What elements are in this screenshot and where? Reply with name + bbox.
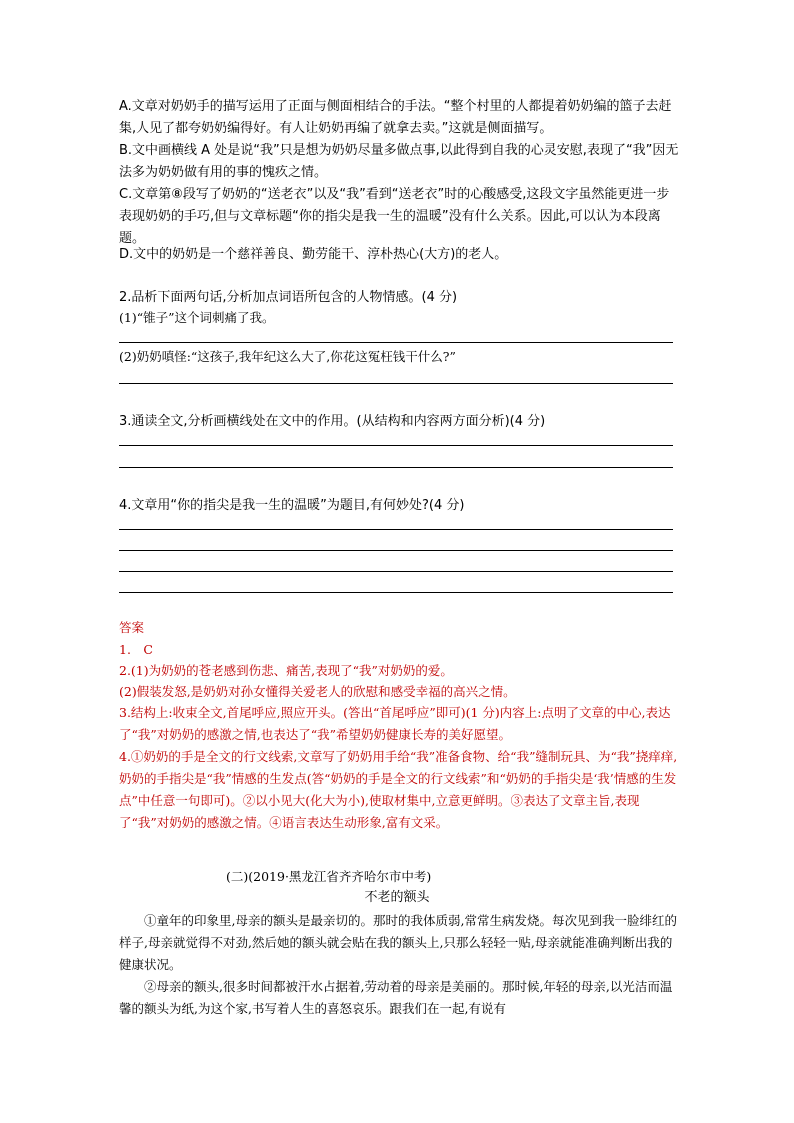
question-2-sentence-2: (2)奶奶嗔怪:“这孩子,我年纪这么大了,你花这冤枉钱干什么?”	[119, 349, 456, 364]
question-2-stem: 2.品析下面两句话,分析加点词语所包含的人物情感。(4 分)	[119, 290, 458, 305]
choice-c: C.文章第⑧段写了奶奶的“送老衣”以及“我”看到“送老衣”时的心酸感受,这段文字虽然能更进一步表现奶奶的手巧,但与文章标题“你的指尖是我一生的温暖”没有什么关系。因此,可以认为本段离题。	[119, 187, 670, 246]
choice-a: A.文章对奶奶手的描写运用了正面与侧面相结合的手法。“整个村里的人都提着奶奶编的篮子去赶集,人见了都夸奶奶编得好。有人让奶奶再编了就拿去卖。”这就是侧面描写。	[119, 99, 672, 136]
answer-2-2: (2)假装发怒,是奶奶对孙女懂得关爱老人的欣慰和感受幸福的高兴之情。	[119, 684, 516, 699]
answer-line	[119, 592, 673, 593]
answer-line	[119, 571, 673, 572]
choice-b: B.文中画横线 A 处是说“我”只是想为奶奶尽量多做点事,以此得到自我的心灵安慰,表现了“我”因无法多为奶奶做有用的事的愧疚之情。	[119, 143, 679, 180]
passage-source: (二)(2019·黑龙江省齐齐哈尔市中考)	[226, 869, 432, 884]
answer-line	[119, 342, 673, 343]
question-2-sentence-1: (1)“锥子”这个词刺痛了我。	[119, 310, 275, 325]
answer-line	[119, 445, 673, 446]
answer-line	[119, 467, 673, 468]
choice-d: D.文中的奶奶是一个慈祥善良、勤劳能干、淳朴热心(大方)的老人。	[119, 247, 508, 262]
answer-line	[119, 550, 673, 551]
question-4-stem: 4.文章用“你的指尖是我一生的温暖”为题目,有何妙处?(4 分)	[119, 498, 465, 513]
answer-2-1: 2.(1)为奶奶的苍老感到伤悲、痛苦,表现了“我”对奶奶的爱。	[119, 663, 453, 678]
answer-line	[119, 383, 673, 384]
passage-paragraph-2: ②母亲的额头,很多时间都被汗水占据着,劳动着的母亲是美丽的。那时候,年轻的母亲,以光洁而温馨的额头为纸,为这个家,书写着人生的喜怒哀乐。跟我们在一起,有说有	[119, 979, 673, 1016]
answer-1: 1. C	[119, 642, 153, 657]
answer-heading: 答案	[119, 620, 145, 635]
passage-title: 不老的额头	[364, 890, 430, 905]
question-3-stem: 3.通读全文,分析画横线处在文中的作用。(从结构和内容两方面分析)(4 分)	[119, 414, 546, 429]
answer-3: 3.结构上:收束全文,首尾呼应,照应开头。(答出“首尾呼应”即可)(1 分)内容上:点明了文章的中心,表达了“我”对奶奶的感激之情,也表达了“我”希望奶奶健康长寿的美好愿望。	[119, 705, 671, 742]
passage-paragraph-1: ①童年的印象里,母亲的额头是最亲切的。那时的我体质弱,常常生病发烧。每次见到我一脸绯红的样子,母亲就觉得不对劲,然后她的额头就会贴在我的额头上,只那么轻轻一贴,母亲就能准确判断出我的健康状况。	[119, 913, 677, 972]
answer-4: 4.①奶奶的手是全文的行文线索,文章写了奶奶用手给“我”准备食物、给“我”缝制玩具、为“我”挠痒痒,奶奶的手指尖是“我”情感的生发点(答“奶奶的手是全文的行文线索”和“奶奶的手指尖是‘我’情感的生发点”中任意一句即可)。②以小见大(化大为小),使取材集中,立意更鲜明。③表达了文章主旨,表现了“我”对奶奶的感激之情。④语言表达生动形象,富有文采。	[119, 749, 678, 830]
answer-line	[119, 529, 673, 530]
